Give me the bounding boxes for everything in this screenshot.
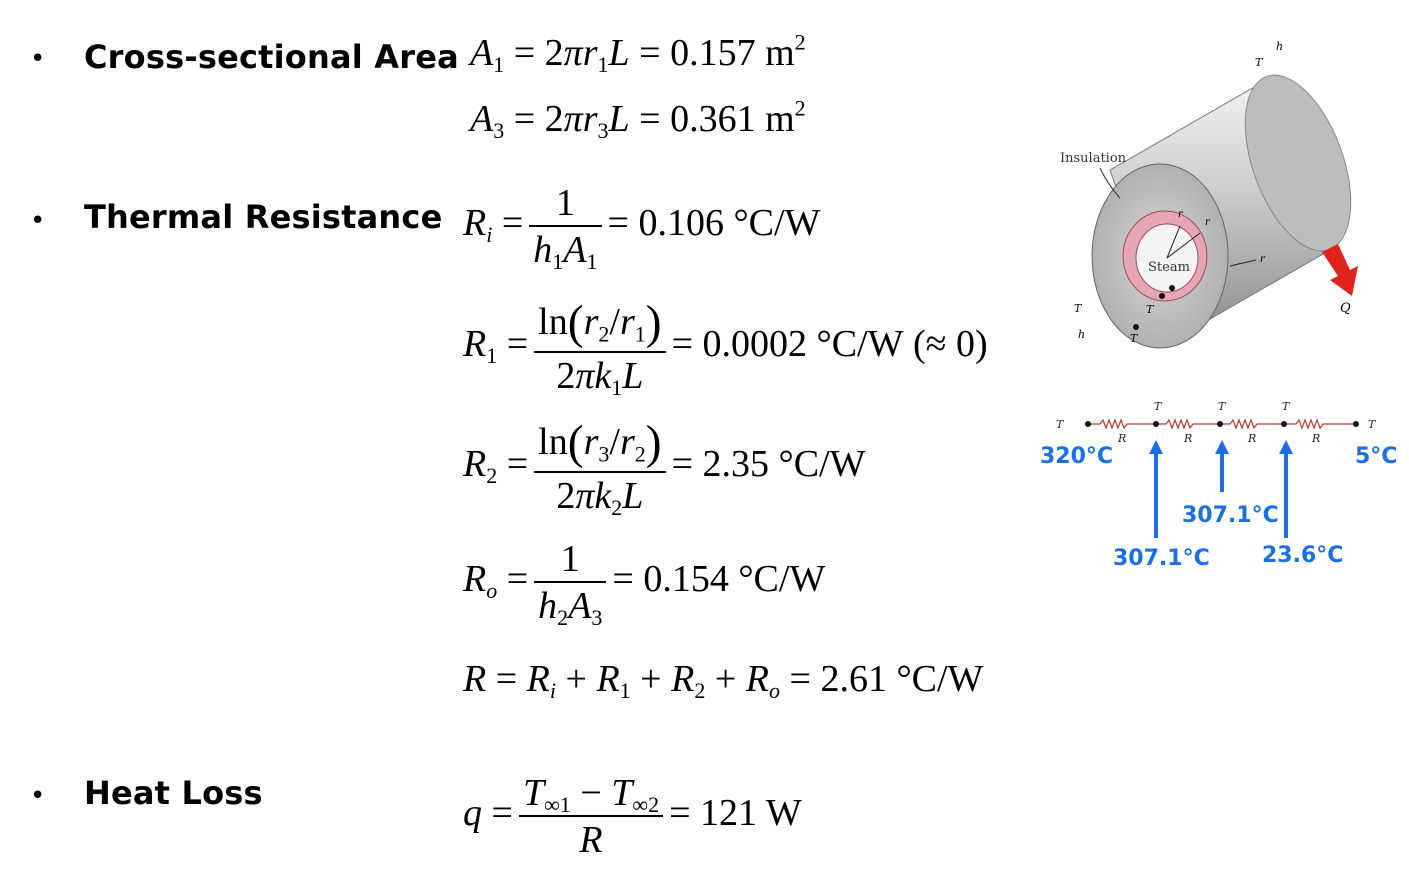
bullet-area: • xyxy=(30,44,46,74)
a3-value: = 0.361 m xyxy=(639,98,795,140)
svg-text:T: T xyxy=(1074,302,1082,315)
heading-heat-loss: Heat Loss xyxy=(84,774,263,812)
svg-text:r: r xyxy=(1260,254,1265,265)
equation-r-total: $R = R_i + R_1 + R_2 + R_o = 2.61$ °C/W xyxy=(463,658,984,704)
equation-r1: $R_1$ = $\frac{\ln(r_2/r_1)}{2\pi k_1L}$ = 0.0002 °C/W (≈ 0) xyxy=(463,297,988,400)
h1-label: h xyxy=(1078,328,1086,341)
t1-temp: 307.1°C xyxy=(1113,546,1210,571)
equation-q: q = $\frac{T_{\infty 1} - T_{\infty 2}}{R}$ = 121 W xyxy=(463,772,802,861)
svg-text:r: r xyxy=(1205,217,1210,228)
svg-text:r: r xyxy=(1178,209,1183,220)
t-inf1-temp: 320°C xyxy=(1040,444,1114,469)
svg-text:T: T xyxy=(1146,303,1154,316)
svg-text:T: T xyxy=(1056,418,1064,431)
equation-a1: $A_1 = 2\pi r_1L = 0.157$ $m^2$ xyxy=(470,29,806,78)
equation-ro: $R_o$ = $\frac{1}{h_2A_3}$ = 0.154 °C/W xyxy=(463,538,826,631)
svg-text:R: R xyxy=(1248,432,1257,445)
bullet-resistance: • xyxy=(30,206,46,236)
svg-text:R: R xyxy=(1312,432,1321,445)
a1-value: = 0.157 m xyxy=(639,32,795,74)
heading-thermal-resistance: Thermal Resistance xyxy=(84,198,443,236)
insulated-pipe-figure xyxy=(1050,30,1380,370)
r1-note: (≈ 0) xyxy=(912,322,988,365)
svg-text:T: T xyxy=(1368,418,1376,431)
r2-value: = 2.35 °C/W xyxy=(671,442,866,485)
h2-label: h xyxy=(1276,40,1284,53)
t3-temp: 23.6°C xyxy=(1262,543,1344,568)
r1-value: = 0.0002 °C/W xyxy=(671,322,904,365)
ro-value: = 0.154 °C/W xyxy=(612,558,826,601)
insulation-label: Insulation xyxy=(1060,151,1127,166)
t2-temp: 307.1°C xyxy=(1182,503,1279,528)
q-value: = 121 W xyxy=(669,792,802,835)
heat-flow-arrow xyxy=(1322,244,1358,296)
svg-text:T: T xyxy=(1154,400,1162,413)
heading-cross-sectional-area: Cross-sectional Area xyxy=(84,38,459,76)
bullet-heatloss: • xyxy=(30,781,46,811)
ri-value: = 0.106 °C/W xyxy=(607,202,821,245)
equation-ri: $R_i$ = $\frac{1}{h_1A_1}$ = 0.106 °C/W xyxy=(463,182,821,275)
svg-text:T: T xyxy=(1130,332,1138,345)
svg-text:Q: Q xyxy=(1340,301,1351,316)
steam-label: Steam xyxy=(1148,260,1190,275)
svg-text:R: R xyxy=(1118,432,1127,445)
equation-r2: $R_2$ = $\frac{\ln(r_3/r_2)}{2\pi k_2L}$ = 2.35 °C/W xyxy=(463,417,866,520)
svg-text:T: T xyxy=(1282,400,1290,413)
svg-text:T: T xyxy=(1255,56,1263,69)
equation-a3: $A_3 = 2\pi r_3L = 0.361$ $m^2$ xyxy=(470,95,806,144)
svg-text:T: T xyxy=(1218,400,1226,413)
t-inf2-temp: 5°C xyxy=(1355,444,1398,469)
r-total-value: = 2.61 °C/W xyxy=(789,658,984,700)
svg-text:R: R xyxy=(1184,432,1193,445)
